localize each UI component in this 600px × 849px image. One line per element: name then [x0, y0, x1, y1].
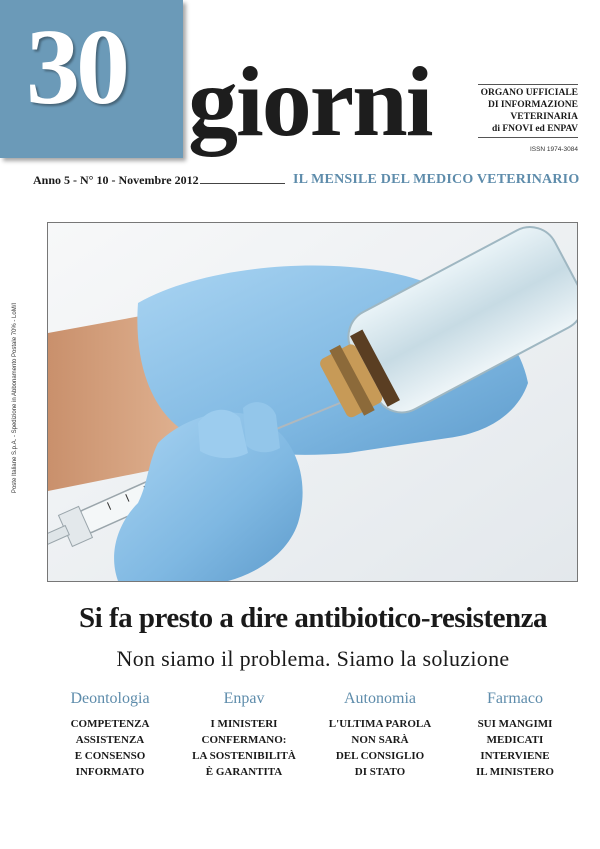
section-farmaco — [445, 690, 585, 780]
organ-line: DI INFORMAZIONE — [488, 100, 578, 110]
section-line: INFORMATO — [75, 766, 145, 778]
section-line: IL MINISTERO — [476, 766, 554, 778]
section-title: Farmaco — [487, 690, 543, 707]
logo-number: 30 — [26, 8, 126, 127]
syringe-vial-illustration — [48, 223, 577, 581]
section-line: DI STATO — [354, 766, 406, 778]
section-line: INTERVIENE — [480, 750, 550, 762]
section-line: ASSISTENZA — [75, 734, 145, 746]
issue-info: Anno 5 - N° 10 - Novembre 2012 — [33, 173, 199, 187]
section-line: LA SOSTENIBILITÀ — [192, 750, 296, 762]
section-deontologia — [40, 690, 180, 780]
section-line: È GARANTITA — [205, 766, 283, 778]
organ-line: VETERINARIA — [510, 112, 578, 122]
section-line: E CONSENSO — [74, 750, 146, 762]
section-line: DEL CONSIGLIO — [335, 750, 425, 762]
section-body — [174, 716, 314, 780]
section-line: I MINISTERI — [210, 718, 278, 730]
section-line: CONFERMANO: — [201, 734, 287, 746]
logo-word: giorni — [188, 46, 432, 157]
organ-line: di FNOVI ed ENPAV — [492, 124, 578, 134]
postal-notice: Poste Italiane S.p.A. - Spedizione in Abbonamento Postale 70% - LoM/I — [12, 302, 18, 494]
issn: ISSN 1974-3084 — [529, 146, 578, 153]
section-line: SUI MANGIMI — [477, 718, 553, 730]
subheadline: Non siamo il problema. Siamo la soluzione — [116, 646, 510, 671]
tagline: IL MENSILE DEL MEDICO VETERINARIO — [293, 172, 580, 187]
section-body — [445, 716, 585, 780]
section-line: NON SARÀ — [351, 734, 409, 746]
section-body — [40, 716, 180, 780]
section-line: L'ULTIMA PAROLA — [328, 718, 432, 730]
cover-photo — [47, 222, 578, 582]
section-title: Autonomia — [344, 690, 416, 707]
section-title: Deontologia — [70, 690, 150, 707]
section-line: MEDICATI — [486, 734, 544, 746]
organ-info — [478, 84, 578, 138]
section-enpav — [174, 690, 314, 780]
section-body — [310, 716, 450, 780]
organ-line: ORGANO UFFICIALE — [480, 88, 578, 98]
section-title: Enpav — [223, 690, 265, 707]
section-line: COMPETENZA — [70, 718, 150, 730]
divider — [200, 183, 285, 184]
headline: Si fa presto a dire antibiotico-resistenza — [79, 602, 547, 634]
section-autonomia — [310, 690, 450, 780]
